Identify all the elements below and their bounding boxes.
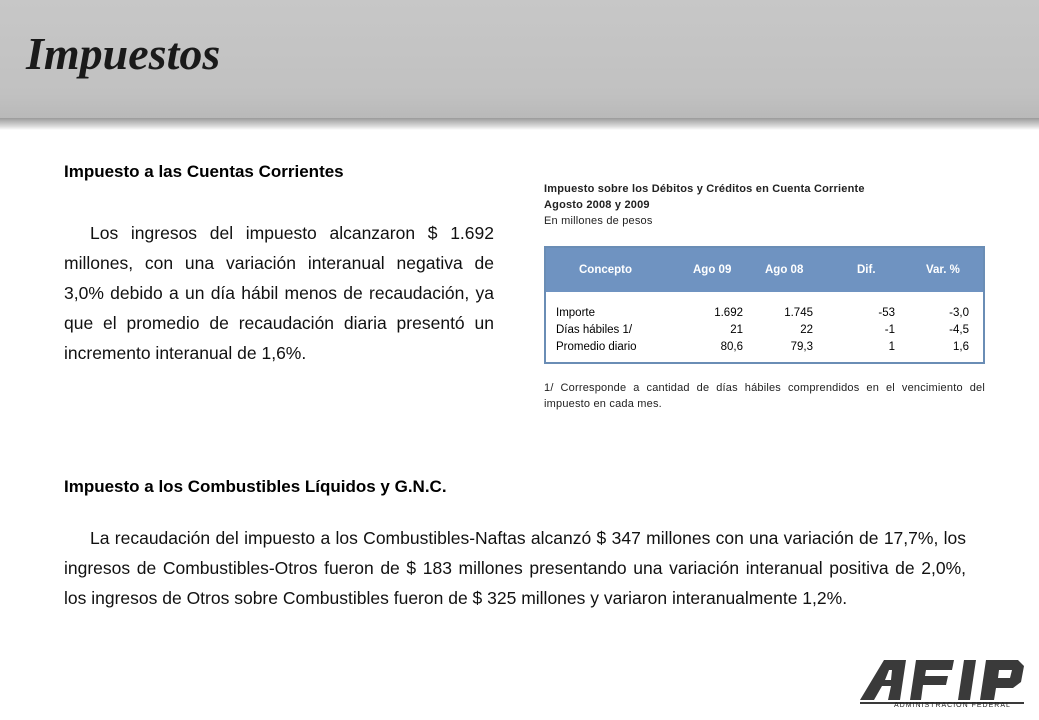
table-header-cell: Ago 08 [765,264,804,276]
table-cell: 1.692 [714,307,743,319]
table-header-cell: Dif. [857,264,876,276]
table-row [546,305,983,322]
table-row [546,322,983,339]
table-row [546,339,983,356]
data-table [544,246,985,364]
table-cell: 1.745 [784,307,813,319]
table-caption [544,181,865,229]
table-header-cell: Concepto [579,264,633,276]
table-cell: -1 [884,324,895,336]
table-units: En millones de pesos [544,215,653,227]
table-footnote: 1/ Corresponde a cantidad de días hábiles comprendidos en el vencimiento del impuesto en cada mes. [544,382,985,410]
table-cell: -3,0 [949,307,969,319]
table-cell: 22 [800,324,813,336]
table-title: Impuesto sobre los Débitos y Créditos en Cuenta Corriente [544,183,865,195]
section-paragraph-cuentas-corrientes: Los ingresos del impuesto alcanzaron $ 1.692 millones, con una variación interanual negativa de 3,0% debido a un día hábil menos de recaudación, ya que el promedio de recaudación diaria presentó un incremento interanual de 1,6%. [64,223,494,363]
table-cell: 21 [730,324,743,336]
table-cell: 1,6 [953,341,969,353]
table-cell: 80,6 [720,341,743,353]
table-cell: Días hábiles 1/ [556,324,633,336]
table-cell: Importe [556,307,595,319]
table-body [546,292,983,356]
table-header-row [546,248,983,292]
table-header-cell: Ago 09 [693,264,732,276]
logo-subtitle: ADMINISTRACION FEDERAL [894,702,1011,709]
table-period: Agosto 2008 y 2009 [544,199,650,211]
table-cell: -53 [878,307,895,319]
page-title: Impuestos [26,28,221,79]
section-heading-combustibles: Impuesto a los Combustibles Líquidos y G.N.C. [64,477,447,496]
section-heading-cuentas-corrientes: Impuesto a las Cuentas Corrientes [64,162,344,181]
table-cell: -4,5 [949,324,969,336]
table-cell: 1 [888,341,895,353]
section-paragraph-combustibles: La recaudación del impuesto a los Combustibles-Naftas alcanzó $ 347 millones con una variación de 17,7%, los ingresos de Combustibles-Otros fueron de $ 183 millones presentando una variación interanual positiva de 2,0%, los ingresos de Otros sobre Combustibles fueron de $ 325 millones y variaron interanualmente 1,2%. [64,528,966,608]
table-cell: 79,3 [790,341,813,353]
table-header-cell: Var. % [926,264,960,276]
header-shadow [0,118,1039,130]
table-cell: Promedio diario [556,341,637,353]
